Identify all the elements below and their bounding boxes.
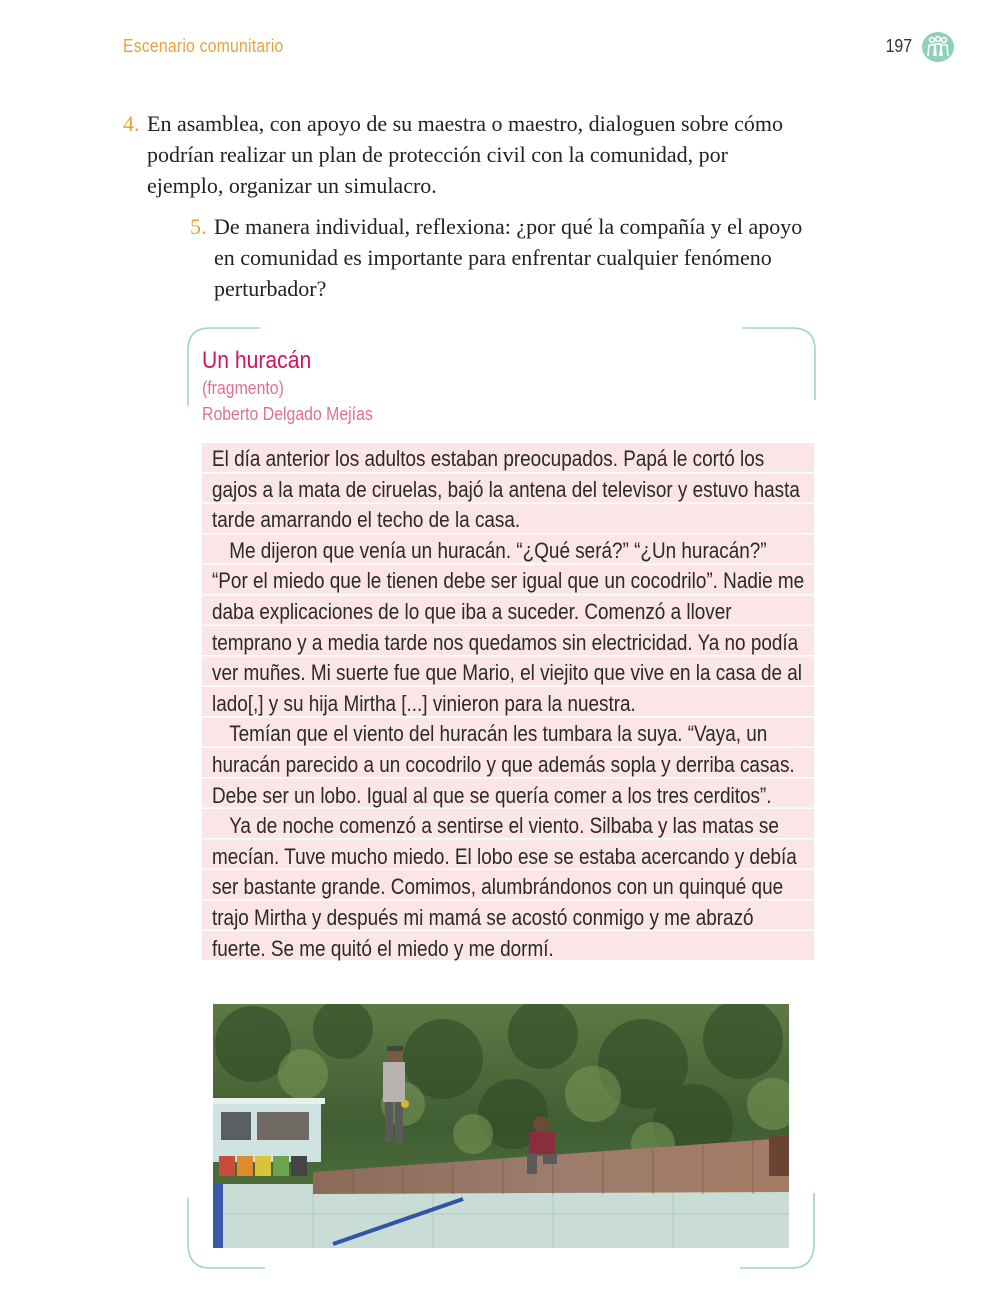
roof-repair-photo — [213, 1004, 789, 1248]
activity-text: En asamblea, con apoyo de su maestra o maestro, dialoguen sobre cómo podrían realizar un plan de protección civil con la comunidad, por ejemplo, organizar un simulacro. — [147, 111, 783, 198]
story-paragraph: Ya de noche comenzó a sentirse el viento. Silbaba y las matas se mecían. Tuve mucho miedo. El lobo ese se estaba acercando y debía ser bastante grande. Comimos, alumbrándonos con un quinqué que trajo Mirtha y después mi mamá se acostó conmigo y me abrazó fuerte. Se me quitó el miedo y me dormí. — [212, 813, 797, 961]
section-label: Escenario comunitario — [123, 36, 284, 56]
story-title: Un huracán — [202, 347, 312, 374]
activity-number: 5. — [190, 214, 207, 239]
story-paragraph: Temían que el viento del huracán les tumbara la suya. “Vaya, un huracán parecido a un cocodrilo y que además sopla y derriba casas. Debe ser un lobo. Igual al que se quería comer a los tres cerditos”. — [212, 721, 795, 808]
story-subtitle: (fragmento) — [202, 378, 284, 398]
community-people-icon — [922, 32, 954, 62]
story-paragraph: El día anterior los adultos estaban preocupados. Papá le cortó los gajos a la mata de ciruelas, bajó la antena del televisor y estuvo hasta tarde amarrando el techo de la casa. — [212, 446, 800, 533]
activity-4 — [123, 108, 803, 201]
activity-5 — [190, 211, 810, 304]
activity-text: De manera individual, reflexiona: ¿por qué la compañía y el apoyo en comunidad es importante para enfrentar cualquier fenómeno perturbador? — [214, 214, 803, 301]
story-paragraph: Me dijeron que venía un huracán. “¿Qué será?” “¿Un huracán?” “Por el miedo que le tienen debe ser igual que un cocodrilo”. Nadie me daba explicaciones de lo que iba a suceder. Comenzó a llover temprano y a media tarde nos quedamos sin electricidad. Ya no podía ver muñes. Mi suerte fue que Mario, el viejito que vive en la casa de al lado[,] y su hija Mirtha [...] vinieron para la nuestra. — [212, 537, 805, 716]
story-text — [212, 444, 805, 964]
story-author: Roberto Delgado Mejías — [202, 404, 373, 424]
page-number: 197 — [885, 36, 912, 56]
activity-number: 4. — [123, 111, 140, 136]
